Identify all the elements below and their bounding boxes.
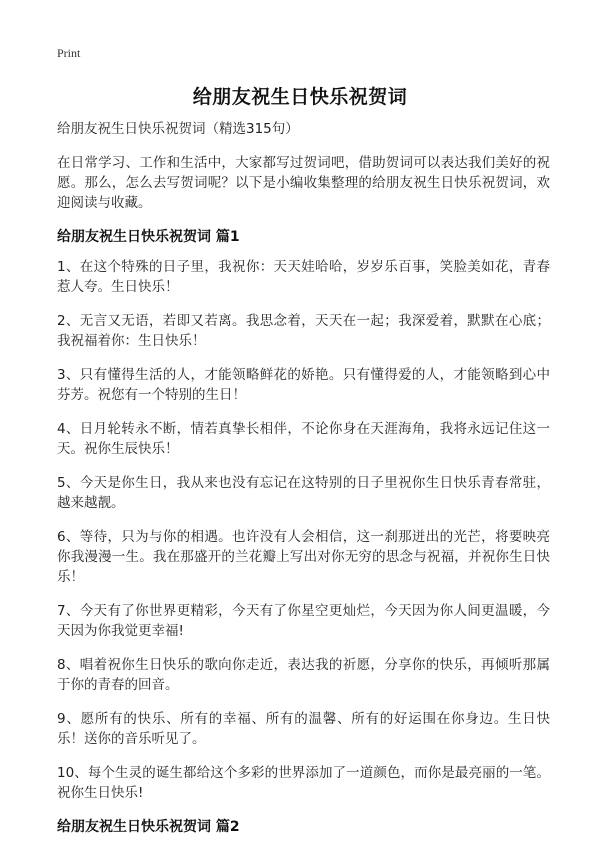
greeting-item: 1、在这个特殊的日子里，我祝你：天天娃哈哈，岁岁乐百事，笑脸美如花，青春惹人夸。生日快乐！ — [57, 259, 550, 295]
section-heading: 给朋友祝生日快乐祝贺词 篇1 — [57, 229, 240, 245]
greeting-item: 7、今天有了你世界更精彩，今天有了你星空更灿烂，今天因为你人间更温暖，今天因为你我觉更幸福! — [57, 603, 550, 639]
greeting-item: 5、今天是你生日，我从来也没有忘记在这特别的日子里祝你生日快乐青春常驻，越来越靓。 — [57, 475, 550, 511]
document-title: 给朋友祝生日快乐祝贺词 — [192, 86, 408, 108]
print-label: Print — [57, 46, 81, 60]
document-body — [57, 119, 550, 847]
section-heading: 给朋友祝生日快乐祝贺词 篇2 — [57, 819, 240, 835]
greeting-item: 6、等待，只为与你的相遇。也许没有人会相信，这一刹那迸出的光芒，将要映亮你我漫漫一生。我在那盛开的兰花瓣上写出对你无穷的思念与祝福，并祝你生日快乐！ — [57, 529, 550, 585]
greeting-item: 2、无言又无语，若即又若离。我思念着，天天在一起；我深爱着，默默在心底；我祝福着你：生日快乐！ — [57, 313, 550, 349]
greeting-item: 3、只有懂得生活的人，才能领略鲜花的娇艳。只有懂得爱的人，才能领略到心中芬芳。祝您有一个特别的生日！ — [57, 367, 550, 403]
intro-paragraph: 在日常学习、工作和生活中，大家都写过贺词吧，借助贺词可以表达我们美好的祝愿。那么，怎么去写贺词呢？以下是小编收集整理的给朋友祝生日快乐祝贺词，欢迎阅读与收藏。 — [57, 155, 550, 211]
document-subtitle: 给朋友祝生日快乐祝贺词（精选315句） — [57, 121, 299, 137]
greeting-item: 4、日月轮转永不断，情若真挚长相伴，不论你身在天涯海角，我将永远记住这一天。祝你生辰快乐！ — [57, 421, 550, 457]
greeting-item: 9、愿所有的快乐、所有的幸福、所有的温馨、所有的好运围在你身边。生日快乐！送你的音乐听见了。 — [57, 711, 550, 747]
greeting-item: 10、每个生灵的诞生都给这个多彩的世界添加了一道颜色，而你是最亮丽的一笔。祝你生日快乐! — [57, 765, 550, 801]
greeting-item: 8、唱着祝你生日快乐的歌向你走近，表达我的祈愿，分享你的快乐，再倾听那属于你的青春的回音。 — [57, 657, 550, 693]
